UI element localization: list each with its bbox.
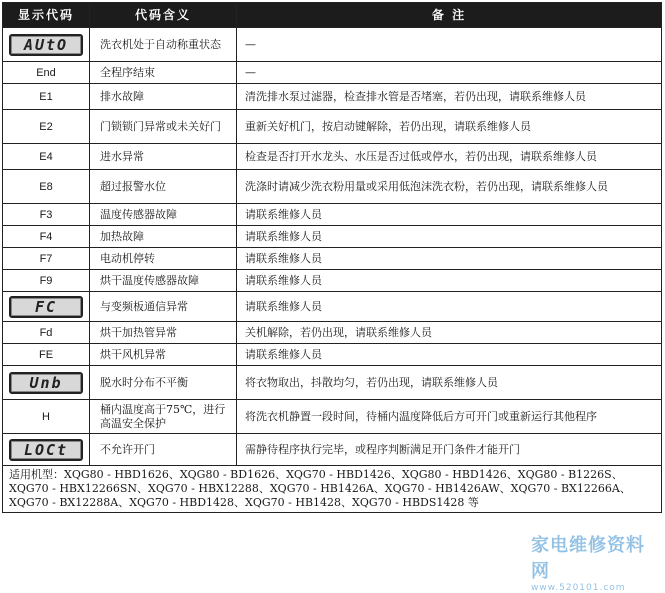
table-row [3, 400, 662, 434]
lcd-display-code: Unb [9, 372, 83, 394]
table-row [3, 292, 662, 322]
code-text: F7 [39, 252, 53, 265]
table-row [3, 62, 662, 84]
meaning-cell: 烘干温度传感器故障 [90, 270, 237, 292]
code-cell [3, 204, 90, 226]
code-cell [3, 322, 90, 344]
meaning-cell: 加热故障 [90, 226, 237, 248]
meaning-cell: 门锁锁门异常或未关好门 [90, 110, 237, 144]
models-row [3, 466, 662, 513]
meaning-cell: 烘干加热管异常 [90, 322, 237, 344]
note-cell: 需静待程序执行完毕，或程序判断满足开门条件才能开门 [237, 434, 662, 466]
note-cell: 清洗排水泵过滤器，检查排水管是否堵塞，若仍出现，请联系维修人员 [237, 84, 662, 110]
table-row [3, 204, 662, 226]
code-text: E2 [39, 120, 53, 133]
header-note: 备 注 [237, 3, 662, 28]
meaning-cell: 脱水时分布不平衡 [90, 366, 237, 400]
code-cell [3, 84, 90, 110]
code-text: E8 [39, 180, 53, 193]
note-cell: 重新关好机门，按启动键解除，若仍出现，请联系维修人员 [237, 110, 662, 144]
lcd-display-code: LOCt [9, 439, 83, 461]
note-cell: 请联系维修人员 [237, 344, 662, 366]
table-body [3, 28, 662, 466]
code-cell [3, 292, 90, 322]
code-cell [3, 400, 90, 434]
watermark-logo: 家电维修资料网 [531, 535, 645, 582]
table-row [3, 170, 662, 204]
table-row [3, 84, 662, 110]
meaning-cell: 洗衣机处于自动称重状态 [90, 28, 237, 62]
meaning-cell: 全程序结束 [90, 62, 237, 84]
code-text: H [42, 410, 50, 423]
table-row [3, 110, 662, 144]
lcd-display-code: AUtO [9, 34, 83, 56]
code-text: Fd [39, 326, 53, 339]
note-cell: 请联系维修人员 [237, 204, 662, 226]
meaning-cell: 电动机停转 [90, 248, 237, 270]
table-row [3, 226, 662, 248]
note-cell: 关机解除，若仍出现，请联系维修人员 [237, 322, 662, 344]
applicable-models: 适用机型：XQG80 - HBD1626、XQG80 - BD1626、XQG70 - HBD1426、XQG80 - HBD1426、XQG80 - B1226S、XQG70 - HBX12266SN、XQG70 - HBX12288、XQG70 - HB1426A、XQG70 - HB1426AW、XQG70 - BX12266A、XQG70 - BX12288A、XQG70 - HBD1428、XQG70 - HB1428、XQG70 - HBDS1428 等 [3, 466, 662, 513]
meaning-cell: 与变频板通信异常 [90, 292, 237, 322]
code-cell [3, 248, 90, 270]
table-row [3, 270, 662, 292]
code-text: FE [38, 348, 54, 361]
note-cell: 将衣物取出，抖散均匀，若仍出现，请联系维修人员 [237, 366, 662, 400]
note-cell: 请联系维修人员 [237, 248, 662, 270]
code-cell [3, 28, 90, 62]
lcd-display-code: FC [9, 296, 83, 318]
table-header-row [3, 3, 662, 28]
code-text: F9 [39, 274, 53, 287]
table-row [3, 322, 662, 344]
meaning-cell: 不允许开门 [90, 434, 237, 466]
code-cell [3, 62, 90, 84]
note-cell: 将洗衣机静置一段时间，待桶内温度降低后方可开门或重新运行其他程序 [237, 400, 662, 434]
code-cell [3, 344, 90, 366]
note-cell: — [237, 28, 662, 62]
code-text: F4 [39, 230, 53, 243]
code-cell [3, 110, 90, 144]
note-cell: 请联系维修人员 [237, 226, 662, 248]
meaning-cell: 超过报警水位 [90, 170, 237, 204]
table-row [3, 248, 662, 270]
fault-code-table [2, 2, 662, 513]
code-cell [3, 144, 90, 170]
table-row [3, 434, 662, 466]
code-cell [3, 170, 90, 204]
table-row [3, 366, 662, 400]
table-row [3, 344, 662, 366]
note-cell: — [237, 62, 662, 84]
meaning-cell: 排水故障 [90, 84, 237, 110]
note-cell: 请联系维修人员 [237, 270, 662, 292]
meaning-cell: 温度传感器故障 [90, 204, 237, 226]
meaning-cell: 烘干风机异常 [90, 344, 237, 366]
fault-code-table-container [2, 2, 662, 513]
table-row [3, 28, 662, 62]
meaning-cell: 桶内温度高于75℃，进行高温安全保护 [90, 400, 237, 434]
note-cell: 检查是否打开水龙头、水压是否过低或停水，若仍出现，请联系维修人员 [237, 144, 662, 170]
table-row [3, 144, 662, 170]
watermark-url: www.520101.com [531, 583, 626, 593]
note-cell: 请联系维修人员 [237, 292, 662, 322]
meaning-cell: 进水异常 [90, 144, 237, 170]
code-cell [3, 434, 90, 466]
code-text: End [36, 66, 56, 79]
watermark [531, 531, 661, 593]
code-cell [3, 226, 90, 248]
code-text: E1 [39, 90, 53, 103]
code-text: F3 [39, 208, 53, 221]
code-cell [3, 270, 90, 292]
code-text: E4 [39, 150, 53, 163]
header-meaning: 代码含义 [90, 3, 237, 28]
note-cell: 洗涤时请减少洗衣粉用量或采用低泡沫洗衣粉，若仍出现，请联系维修人员 [237, 170, 662, 204]
header-code: 显示代码 [3, 3, 90, 28]
code-cell [3, 366, 90, 400]
